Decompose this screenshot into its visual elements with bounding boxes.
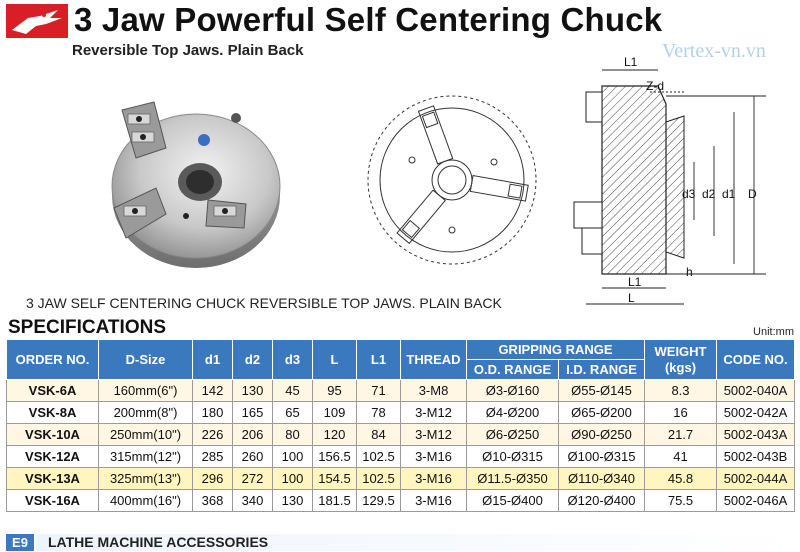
section-view-drawing bbox=[566, 52, 796, 314]
table-cell: Ø110-Ø340 bbox=[559, 468, 645, 490]
specifications-heading: SPECIFICATIONS bbox=[8, 317, 166, 338]
header-L1: L1 bbox=[357, 340, 401, 380]
table-cell: 5002-042A bbox=[717, 402, 795, 424]
table-cell: 102.5 bbox=[357, 446, 401, 468]
page-number-badge: E9 bbox=[6, 534, 34, 551]
table-cell: 3-M12 bbox=[401, 402, 467, 424]
watermark-text: Vertex-vn.vn bbox=[662, 40, 766, 62]
table-cell: 120 bbox=[313, 424, 357, 446]
table-cell: 5002-040A bbox=[717, 380, 795, 402]
table-cell: 5002-046A bbox=[717, 490, 795, 512]
brand-logo bbox=[6, 4, 68, 38]
header-d3: d3 bbox=[273, 340, 313, 380]
table-cell: 156.5 bbox=[313, 446, 357, 468]
table-cell: 5002-044A bbox=[717, 468, 795, 490]
table-cell: Ø90-Ø250 bbox=[559, 424, 645, 446]
table-row bbox=[7, 424, 795, 446]
table-cell: Ø4-Ø200 bbox=[467, 402, 559, 424]
table-cell: Ø6-Ø250 bbox=[467, 424, 559, 446]
header-L: L bbox=[313, 340, 357, 380]
table-cell: 130 bbox=[273, 490, 313, 512]
specifications-table bbox=[6, 339, 795, 512]
table-cell: 206 bbox=[233, 424, 273, 446]
header-od-range: O.D. RANGE bbox=[467, 360, 559, 380]
table-cell: 154.5 bbox=[313, 468, 357, 490]
table-cell: 160mm(6") bbox=[99, 380, 193, 402]
footer-section-label: LATHE MACHINE ACCESSORIES bbox=[48, 534, 269, 550]
label-d3: d3 bbox=[682, 187, 696, 201]
page-title: 3 Jaw Powerful Self Centering Chuck bbox=[74, 1, 663, 38]
table-row bbox=[7, 490, 795, 512]
table-cell: VSK-13A bbox=[7, 468, 99, 490]
table-cell: 100 bbox=[273, 446, 313, 468]
table-cell: 45 bbox=[273, 380, 313, 402]
table-row bbox=[7, 446, 795, 468]
header-id-range: I.D. RANGE bbox=[559, 360, 645, 380]
table-cell: 181.5 bbox=[313, 490, 357, 512]
table-cell: VSK-10A bbox=[7, 424, 99, 446]
figure-caption: 3 JAW SELF CENTERING CHUCK REVERSIBLE TOP JAWS. PLAIN BACK bbox=[26, 295, 502, 311]
table-cell: 45.8 bbox=[645, 468, 717, 490]
table-cell: 65 bbox=[273, 402, 313, 424]
page-subtitle: Reversible Top Jaws. Plain Back bbox=[72, 42, 304, 59]
header-order-no: ORDER NO. bbox=[7, 340, 99, 380]
table-cell: Ø55-Ø145 bbox=[559, 380, 645, 402]
table-cell: 325mm(13") bbox=[99, 468, 193, 490]
table-cell: 3-M16 bbox=[401, 446, 467, 468]
table-row bbox=[7, 380, 795, 402]
header-d2: d2 bbox=[233, 340, 273, 380]
table-cell: Ø3-Ø160 bbox=[467, 380, 559, 402]
table-cell: 3-M16 bbox=[401, 468, 467, 490]
table-cell: 8.3 bbox=[645, 380, 717, 402]
table-cell: VSK-12A bbox=[7, 446, 99, 468]
table-cell: 165 bbox=[233, 402, 273, 424]
table-cell: 340 bbox=[233, 490, 273, 512]
table-cell: 226 bbox=[193, 424, 233, 446]
label-D: D bbox=[748, 187, 757, 201]
label-L: L bbox=[628, 291, 635, 305]
table-cell: 71 bbox=[357, 380, 401, 402]
table-cell: 285 bbox=[193, 446, 233, 468]
table-cell: 130 bbox=[233, 380, 273, 402]
table-cell: 21.7 bbox=[645, 424, 717, 446]
header-gripping-range: GRIPPING RANGE bbox=[467, 340, 645, 360]
table-cell: 78 bbox=[357, 402, 401, 424]
table-cell: 41 bbox=[645, 446, 717, 468]
table-cell: 84 bbox=[357, 424, 401, 446]
table-cell: 180 bbox=[193, 402, 233, 424]
table-cell: 250mm(10") bbox=[99, 424, 193, 446]
table-cell: 129.5 bbox=[357, 490, 401, 512]
table-row bbox=[7, 468, 795, 490]
table-cell: 80 bbox=[273, 424, 313, 446]
chuck-photo bbox=[96, 88, 286, 278]
label-L1-bottom: L1 bbox=[628, 275, 642, 289]
table-cell: 272 bbox=[233, 468, 273, 490]
table-cell: 102.5 bbox=[357, 468, 401, 490]
table-row bbox=[7, 402, 795, 424]
table-cell: VSK-6A bbox=[7, 380, 99, 402]
table-cell: 5002-043A bbox=[717, 424, 795, 446]
table-cell: 3-M8 bbox=[401, 380, 467, 402]
table-cell: Ø65-Ø200 bbox=[559, 402, 645, 424]
header-d1: d1 bbox=[193, 340, 233, 380]
unit-label: Unit:mm bbox=[753, 326, 794, 338]
header-thread: THREAD bbox=[401, 340, 467, 380]
table-cell: 260 bbox=[233, 446, 273, 468]
table-cell: VSK-8A bbox=[7, 402, 99, 424]
label-d2: d2 bbox=[702, 187, 716, 201]
table-cell: 200mm(8") bbox=[99, 402, 193, 424]
label-L1-top: L1 bbox=[624, 55, 638, 69]
label-h: h bbox=[686, 265, 693, 279]
table-cell: Ø100-Ø315 bbox=[559, 446, 645, 468]
header-weight: WEIGHT (kgs) bbox=[645, 340, 717, 380]
table-cell: Ø10-Ø315 bbox=[467, 446, 559, 468]
table-cell: Ø15-Ø400 bbox=[467, 490, 559, 512]
table-cell: Ø120-Ø400 bbox=[559, 490, 645, 512]
specifications-table-body bbox=[7, 380, 795, 512]
table-cell: 3-M12 bbox=[401, 424, 467, 446]
table-cell: 95 bbox=[313, 380, 357, 402]
label-d1: d1 bbox=[722, 187, 736, 201]
header-code-no: CODE NO. bbox=[717, 340, 795, 380]
table-cell: 315mm(12") bbox=[99, 446, 193, 468]
table-cell: 400mm(16") bbox=[99, 490, 193, 512]
table-cell: 16 bbox=[645, 402, 717, 424]
table-cell: VSK-16A bbox=[7, 490, 99, 512]
table-cell: 100 bbox=[273, 468, 313, 490]
table-cell: 75.5 bbox=[645, 490, 717, 512]
label-Zd: Z-d bbox=[646, 79, 664, 93]
table-cell: 5002-043B bbox=[717, 446, 795, 468]
table-cell: 109 bbox=[313, 402, 357, 424]
table-cell: 3-M16 bbox=[401, 490, 467, 512]
table-cell: 142 bbox=[193, 380, 233, 402]
header-d-size: D-Size bbox=[99, 340, 193, 380]
table-cell: 296 bbox=[193, 468, 233, 490]
table-cell: 368 bbox=[193, 490, 233, 512]
front-view-drawing bbox=[362, 80, 542, 280]
table-cell: Ø11.5-Ø350 bbox=[467, 468, 559, 490]
